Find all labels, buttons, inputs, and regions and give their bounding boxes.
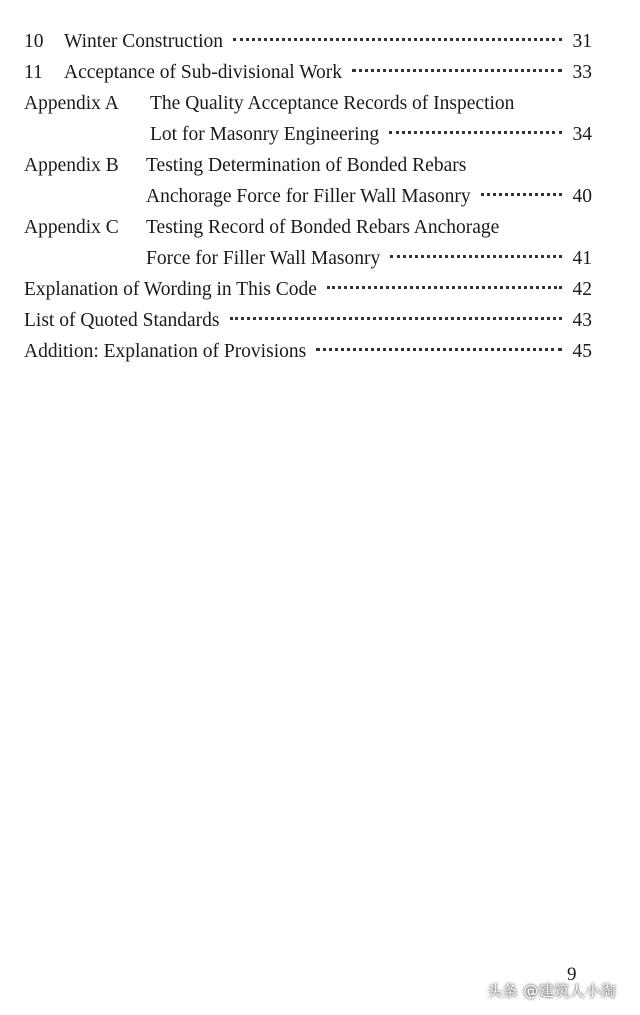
dot-leader [390,255,562,258]
toc-entry[interactable] [24,336,592,367]
toc-entry-page: 41 [572,248,592,269]
toc-entry-second-line[interactable] [24,243,592,274]
page-number: 9 [567,964,577,985]
toc-entry-title: List of Quoted Standards [24,310,220,331]
appendix-label: Appendix B [24,155,119,176]
dot-leader [316,348,562,351]
toc-entry-number: 10 [24,31,44,52]
dot-leader [230,317,562,320]
toc-entry-page: 34 [572,124,592,145]
toc-entry[interactable] [24,274,592,305]
dot-leader [389,131,562,134]
toc-entry[interactable] [24,26,592,57]
toc-entry-title: The Quality Acceptance Records of Inspection [150,93,515,114]
toc-entry[interactable] [24,57,592,88]
dot-leader [233,38,562,41]
toc-entry-title-continued: Anchorage Force for Filler Wall Masonry [146,186,471,207]
toc-entry-second-line[interactable] [24,181,592,212]
toc-entry-first-line[interactable] [24,212,592,243]
toc-entry-first-line[interactable] [24,88,592,119]
watermark: 头条 @建筑人小淘 [487,982,617,1000]
toc-entry-page: 45 [572,341,592,362]
table-of-contents [24,26,592,367]
toc-entry[interactable] [24,305,592,336]
toc-entry-page: 43 [572,310,592,331]
toc-entry-page: 42 [572,279,592,300]
toc-entry-page: 33 [572,62,592,83]
toc-entry-page: 40 [572,186,592,207]
toc-entry-page: 31 [572,31,592,52]
toc-entry-title-continued: Force for Filler Wall Masonry [146,248,381,269]
toc-entry-title: Acceptance of Sub-divisional Work [64,62,343,83]
dot-leader [481,193,562,196]
toc-entry-second-line[interactable] [24,119,592,150]
toc-entry-title: Testing Record of Bonded Rebars Anchorage [146,217,500,238]
appendix-label: Appendix C [24,217,119,238]
toc-entry-title: Addition: Explanation of Provisions [24,341,307,362]
toc-entry-title: Explanation of Wording in This Code [24,279,317,300]
toc-entry-title: Testing Determination of Bonded Rebars [146,155,467,176]
toc-entry-title-continued: Lot for Masonry Engineering [150,124,380,145]
dot-leader [327,286,562,289]
appendix-label: Appendix A [24,93,119,114]
dot-leader [352,69,562,72]
toc-entry-first-line[interactable] [24,150,592,181]
toc-entry-title: Winter Construction [64,31,223,52]
toc-entry-number: 11 [24,62,43,83]
